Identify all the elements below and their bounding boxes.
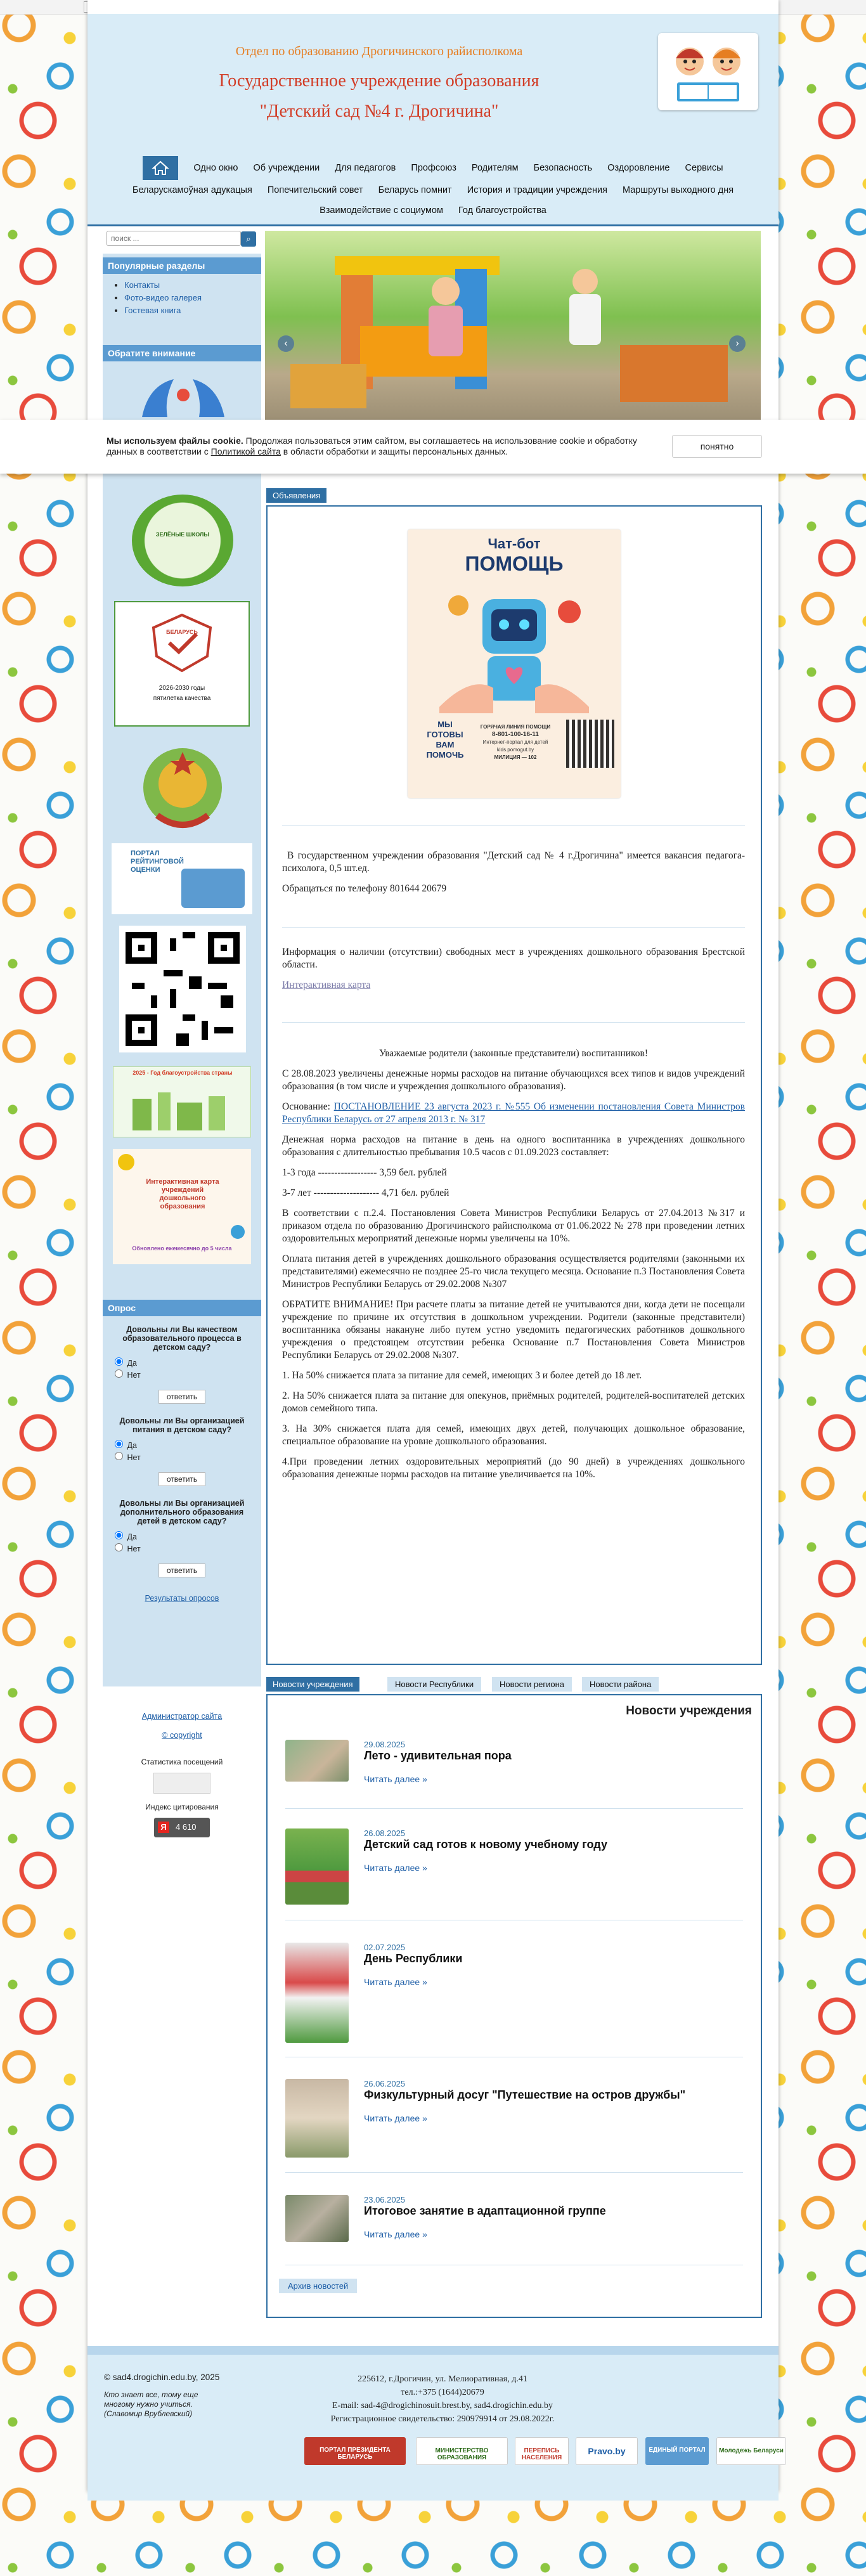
poll2-no-label: Нет	[127, 1453, 141, 1462]
news-date: 26.08.2025	[364, 1828, 406, 1838]
popular-title: Популярные разделы	[103, 257, 261, 274]
robot-icon	[433, 580, 595, 713]
youth-belarus-banner[interactable]: Молодежь Беларуси	[716, 2437, 786, 2465]
vacancy-phone: Обращаться по телефону 801644 20679	[282, 883, 447, 894]
nav-item-belarusian[interactable]: Беларускамоўная адукацыя	[132, 185, 252, 195]
coat-of-arms-icon	[132, 739, 233, 836]
nav-row-1	[87, 156, 779, 180]
census-banner[interactable]: ПЕРЕПИСЬ НАСЕЛЕНИЯ	[515, 2437, 569, 2465]
poll1-yes-radio[interactable]	[115, 1357, 123, 1366]
quality-banner[interactable]	[114, 601, 250, 727]
basis-prefix: Основание:	[282, 1101, 334, 1112]
poll2-yes-label: Да	[127, 1441, 137, 1450]
divider	[285, 2172, 743, 2173]
sidebar-footer	[103, 1712, 261, 1837]
poster-ready-4: ПОМОЧЬ	[426, 750, 464, 760]
poll1-submit-button[interactable]: ответить	[158, 1390, 205, 1404]
site-footer	[87, 2346, 779, 2501]
news-title[interactable]: Лето - удивительная пора	[364, 1749, 512, 1762]
news-title[interactable]: Физкультурный досуг "Путешествие на остров дружбы"	[364, 2088, 686, 2101]
search-input[interactable]	[107, 231, 241, 246]
poll1-no-label: Нет	[127, 1371, 141, 1380]
tab-news-district[interactable]: Новости района	[582, 1677, 659, 1692]
tab-news-republic[interactable]: Новости Республики	[387, 1677, 481, 1692]
nav-item-society[interactable]: Взаимодействие с социумом	[320, 205, 443, 216]
read-more-link[interactable]: Читать далее »	[364, 1863, 427, 1873]
availability-block	[282, 946, 745, 999]
popular-link-contacts[interactable]: Контакты	[124, 280, 160, 290]
footer-quote: Кто знает все, тому еще многому нужно учиться. (Славомир Врублевский)	[104, 2390, 198, 2418]
news-thumbnail[interactable]	[285, 1740, 349, 1782]
footer-reg: Регистрационное свидетельство: 290979914 от 29.08.2022г.	[330, 2414, 555, 2424]
news-heading: Новости учреждения	[626, 1704, 752, 1718]
footer-address: 225612, г.Дрогичин, ул. Мелиоративная, д.41	[358, 2374, 527, 2384]
poll-question-1: Довольны ли Вы качеством образовательного процесса в детском саду?	[122, 1325, 242, 1352]
poll-section	[103, 1300, 261, 1603]
poster-police: МИЛИЦИЯ — 102	[494, 754, 537, 760]
news-title[interactable]: День Республики	[364, 1952, 463, 1965]
parents-p10: 2. На 50% снижается плата за питание для опекунов, приёмных родителей, родителей-воспитателей детских домов семейного типа.	[282, 1390, 745, 1414]
popular-section	[103, 257, 261, 317]
emblem-banner[interactable]	[132, 739, 233, 836]
stats-label: Статистика посещений	[141, 1757, 223, 1766]
nav-item-teachers[interactable]: Для педагогов	[335, 162, 396, 173]
rating-portal-banner[interactable]	[112, 843, 252, 914]
interactive-map-link[interactable]: Интерактивная карта	[282, 980, 371, 990]
rating-portal-title: ПОРТАЛ РЕЙТИНГОВОЙ ОЦЕНКИ	[131, 850, 184, 874]
nav-item-routes[interactable]: Маршруты выходного дня	[622, 185, 734, 195]
search-icon[interactable]: ⌕	[241, 231, 256, 247]
admin-link[interactable]: Администратор сайта	[141, 1712, 223, 1721]
news-thumbnail[interactable]	[285, 1828, 349, 1905]
search-box	[107, 231, 250, 250]
home-icon[interactable]	[143, 156, 178, 180]
parents-info	[282, 1047, 745, 1489]
poll1-no-radio[interactable]	[115, 1369, 123, 1378]
poster-ready-1: МЫ	[437, 720, 453, 729]
parents-p7: Оплата питания детей в учреждениях дошкольного образования осуществляется родителями (законными их представителями) ежемесячно не позднее 25-го числа текущего месяца. Основание п.3 Постановления Совета Министров Республики Беларусь от 29.02.2008 №307	[282, 1253, 745, 1290]
divider	[282, 927, 745, 928]
year-improvement-title: 2025 - Год благоустройства страны	[132, 1070, 233, 1076]
vacancy-block	[282, 850, 745, 903]
nav-item-history[interactable]: История и традиции учреждения	[467, 185, 607, 195]
cookie-policy-link[interactable]: Политикой сайта	[210, 446, 281, 456]
news-thumbnail[interactable]	[285, 1943, 349, 2043]
poll3-no-radio[interactable]	[115, 1543, 123, 1551]
footer-email[interactable]: E-mail: sad-4@drogichinosuit.brest.by, sad4.drogichin.edu.by	[332, 2401, 553, 2411]
news-item	[285, 1943, 743, 2044]
slider-prev-icon[interactable]: ‹	[278, 335, 294, 352]
cookie-accept-button[interactable]: понятно	[672, 435, 762, 458]
nav-row-3	[87, 205, 779, 216]
parents-p12: 4.При проведении летних оздоровительных мероприятий (до 90 дней) в учреждениях дошкольного образования денежные нормы расходов на питание увеличивается на 10%.	[282, 1456, 745, 1480]
quality-shield-icon	[115, 602, 249, 678]
parents-p6: В соответствии с п.2.4. Постановления Совета Министров Республики Беларусь от 27.04.2013 №317 и приказом отдела по образованию Дрогичинского райисполкома от 01.06.2022 № 278 при проведении летних оздоровительных мероприятий денежные нормы увеличены на 10%.	[282, 1208, 745, 1244]
news-date: 23.06.2025	[364, 2195, 406, 2204]
green-schools-label: ЗЕЛЁНЫЕ ШКОЛЫ	[155, 531, 210, 538]
tab-announcements[interactable]: Объявления	[266, 488, 326, 503]
site-logo[interactable]	[658, 33, 758, 110]
popular-link-guestbook[interactable]: Гостевая книга	[124, 306, 181, 315]
parents-p5: 3-7 лет -------------------- 4,71 бел. рублей	[282, 1188, 449, 1198]
nav-item-one-window[interactable]: Одно окно	[193, 162, 238, 173]
site-header	[87, 14, 779, 147]
attention-title: Обратите внимание	[103, 345, 261, 361]
news-item	[285, 2195, 743, 2246]
parents-p1: С 28.08.2023 увеличены денежные нормы расходов на питание обучающихся всех типов и видов учреждений образования (в том числе и учреждения дошкольного образования).	[282, 1068, 745, 1092]
yandex-icon: Я	[158, 1822, 169, 1833]
news-date: 02.07.2025	[364, 1943, 406, 1952]
green-schools-banner[interactable]	[132, 495, 233, 586]
header-line1: Отдел по образованию Дрогичинского райисполкома	[235, 44, 523, 58]
quality-sub: пятилетка качества	[153, 695, 211, 702]
hands-banner[interactable]	[129, 373, 237, 417]
poll3-no-label: Нет	[127, 1544, 141, 1553]
map-banner-sub: Обновлено ежемесячно до 5 числа	[132, 1245, 232, 1252]
parents-p11: 3. На 30% снижается плата для семей, имеющих двух детей, получающих дошкольное образование, специальное образование на уровне дошкольного образования.	[282, 1423, 745, 1447]
parents-p3: Денежная норма расходов на питание в день на одного воспитанника в учреждениях дошкольного образования с длительностью пребывания 10.5 часов с 01.09.2023 составляет:	[282, 1134, 745, 1158]
tab-news-institution[interactable]: Новости учреждения	[266, 1677, 359, 1692]
poll2-submit-button[interactable]: ответить	[158, 1472, 205, 1486]
nav-item-year[interactable]: Год благоустройства	[458, 205, 546, 216]
nav-item-services[interactable]: Сервисы	[685, 162, 723, 173]
ministry-banner[interactable]: МИНИСТЕРСТВО ОБРАЗОВАНИЯ	[416, 2437, 508, 2465]
poster-title-1: Чат-бот	[488, 536, 541, 552]
year-improvement-banner[interactable]	[113, 1066, 251, 1137]
cookie-text-2: в области обработки и защиты персональных данных.	[280, 446, 508, 456]
news-thumbnail[interactable]	[285, 2195, 349, 2242]
header-line3: "Детский сад №4 г. Дрогичина"	[259, 101, 499, 121]
pravo-banner[interactable]: Pravo.by	[576, 2437, 638, 2465]
poster-phone: 8-801-100-16-11	[492, 731, 539, 738]
poll-title: Опрос	[103, 1300, 261, 1316]
index-label: Индекс цитирования	[145, 1803, 219, 1811]
parents-p9: 1. На 50% снижается плата за питание для семей, имеющих 3 и более детей до 18 лет.	[282, 1370, 642, 1381]
read-more-link[interactable]: Читать далее »	[364, 1977, 427, 1987]
footer-site: © sad4.drogichin.edu.by, 2025	[104, 2372, 220, 2382]
divider	[282, 825, 745, 826]
poll3-yes-label: Да	[127, 1532, 137, 1541]
news-box	[266, 1694, 762, 2318]
unified-portal-banner[interactable]: ЕДИНЫЙ ПОРТАЛ	[645, 2437, 709, 2465]
nav-item-about[interactable]: Об учреждении	[253, 162, 320, 173]
news-date: 29.08.2025	[364, 1740, 406, 1749]
interactive-map-banner[interactable]	[113, 1149, 251, 1264]
nav-item-remembers[interactable]: Беларусь помнит	[378, 185, 452, 195]
vacancy-text: В государственном учреждении образования "Детский сад № 4 г.Дрогичина" имеется вакансия педагога-психолога, 0,5 шт.ед.	[282, 850, 745, 874]
poster-ready-2: ГОТОВЫ	[427, 730, 463, 739]
popular-link-gallery[interactable]: Фото-видео галерея	[124, 293, 202, 302]
poster-site: Интернет-портал для детей kids.pomogut.by	[482, 739, 548, 753]
news-archive-button[interactable]: Архив новостей	[279, 2279, 357, 2293]
main-nav	[87, 147, 779, 226]
poll2-no-radio[interactable]	[115, 1452, 123, 1460]
quality-country: БЕЛАРУСЬ	[166, 629, 198, 635]
poll-question-3: Довольны ли Вы организацией дополнительного образования детей в детском саду?	[119, 1499, 245, 1525]
poll-results-link[interactable]: Результаты опросов	[145, 1594, 219, 1603]
nav-row-2	[87, 185, 779, 195]
poster-hotline: ГОРЯЧАЯ ЛИНИЯ ПОМОЩИ	[480, 724, 551, 730]
news-title[interactable]: Итоговое занятие в адаптационной группе	[364, 2204, 606, 2217]
news-date: 26.06.2025	[364, 2079, 406, 2088]
poster-qr	[566, 720, 614, 768]
stats-counter[interactable]	[153, 1773, 210, 1794]
map-banner-title: Интерактивная карта учреждений дошкольного образования	[146, 1178, 219, 1210]
slider-next-icon[interactable]: ›	[729, 335, 746, 352]
poll3-yes-radio[interactable]	[115, 1531, 123, 1539]
news-title[interactable]: Детский сад готов к новому учебному году	[364, 1838, 607, 1851]
cookie-text: Продолжая пользоваться этим сайтом, вы соглашаетесь на использование cookie и обработку данных в соответствии с	[107, 436, 637, 456]
poll3-submit-button[interactable]: ответить	[158, 1563, 205, 1577]
parents-title: Уважаемые родители (законные представители) воспитанников!	[378, 1048, 649, 1059]
cookie-banner	[0, 420, 866, 474]
poll1-yes-label: Да	[127, 1359, 137, 1368]
cookie-bold: Мы используем файлы cookie.	[107, 436, 243, 446]
resolution-link[interactable]: ПОСТАНОВЛЕНИЕ 23 августа 2023 г. №555 Об изменении постановления Совета Министров Республики Беларусь от 27 апреля 2013 г. № 317	[282, 1101, 745, 1125]
availability-text: Информация о наличии (отсутствии) свободных мест в учреждениях дошкольного образования Брестской области.	[282, 947, 745, 970]
footer-phone: тел.:+375 (1644)20679	[401, 2388, 484, 2397]
poll-question-2: Довольны ли Вы организацией питания в детском саду?	[119, 1416, 245, 1434]
nav-item-board[interactable]: Попечительский совет	[267, 185, 363, 195]
news-item	[285, 2079, 743, 2161]
tab-news-region[interactable]: Новости региона	[492, 1677, 572, 1692]
yandex-counter[interactable]	[154, 1818, 210, 1837]
read-more-link[interactable]: Читать далее »	[364, 2113, 427, 2123]
nav-item-safety[interactable]: Безопасность	[533, 162, 593, 173]
poster-title-2: ПОМОЩЬ	[465, 552, 564, 575]
nav-item-health[interactable]: Оздоровление	[607, 162, 670, 173]
photo-slider[interactable]	[265, 231, 761, 422]
news-item	[285, 1828, 743, 1905]
divider	[285, 1808, 743, 1809]
poll2-yes-radio[interactable]	[115, 1440, 123, 1448]
chatbot-poster[interactable]	[408, 529, 621, 798]
divider	[282, 1022, 745, 1023]
news-item	[285, 1740, 743, 1809]
read-more-link[interactable]: Читать далее »	[364, 1774, 427, 1784]
nav-item-union[interactable]: Профсоюз	[411, 162, 456, 173]
president-portal-banner[interactable]: ПОРТАЛ ПРЕЗИДЕНТА БЕЛАРУСЬ	[304, 2437, 406, 2465]
copyright-link[interactable]: © copyright	[162, 1731, 202, 1740]
qr-code[interactable]	[119, 926, 246, 1052]
parents-p4: 1-3 года ------------------ 3,59 бел. рублей	[282, 1167, 447, 1178]
parents-p8: ОБРАТИТЕ ВНИМАНИЕ! При расчете платы за питание детей не учитываются дни, когда дети не посещали учреждение по причине их отсутствия в дошкольном учреждении. Родители (законные представители) воспитанника обязаны накануне либо путем устно уведомить педагогических работников дошкольного учреждения о предстоящем отсутствии ребенка Основание п.7 Постановления Совета Министров Республики Беларусь от 29.02.2008 №307.	[282, 1299, 745, 1361]
poster-ready-3: ВАМ	[436, 740, 455, 749]
read-more-link[interactable]: Читать далее »	[364, 2229, 427, 2239]
nav-item-parents[interactable]: Родителям	[471, 162, 519, 173]
yandex-value: 4 610	[176, 1822, 197, 1832]
quality-years: 2026-2030 годы	[158, 685, 205, 692]
header-line2: Государственное учреждение образования	[219, 71, 540, 91]
news-thumbnail[interactable]	[285, 2079, 349, 2158]
